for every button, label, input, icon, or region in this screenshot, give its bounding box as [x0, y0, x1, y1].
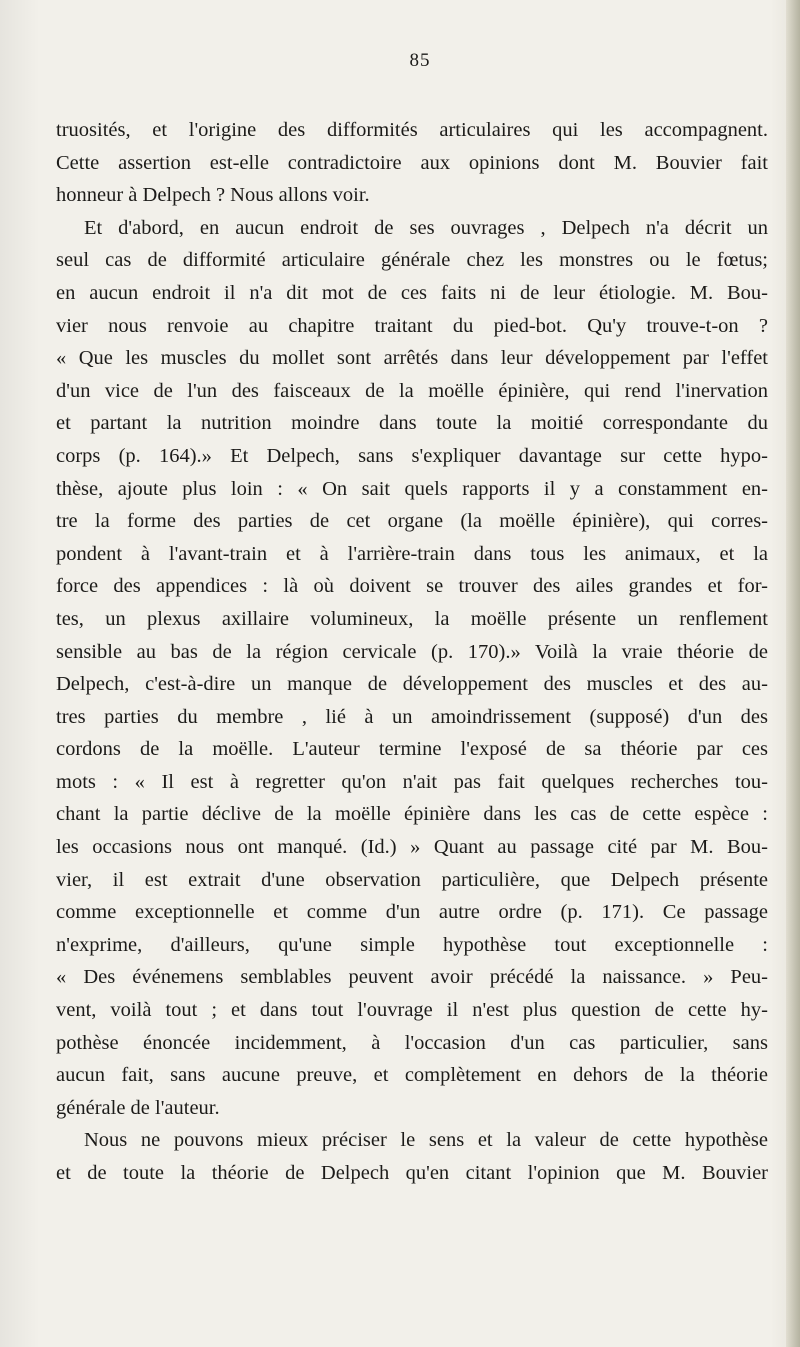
text-line: tes, un plexus axillaire volumineux, la moëlle présente un renflement — [56, 607, 768, 630]
page-edge-shadow — [786, 0, 800, 1347]
text-line: vier nous renvoie au chapitre traitant du pied-bot. Qu'y trouve-t-on ? — [56, 314, 768, 337]
text-line: Cette assertion est-elle contradictoire aux opinions dont M. Bouvier fait — [56, 151, 768, 174]
text-line: « Que les muscles du mollet sont arrêtés dans leur développement par l'effet — [56, 347, 768, 370]
text-line: aucun fait, sans aucune preuve, et complètement en dehors de la théorie — [56, 1064, 768, 1087]
text-line: et partant la nutrition moindre dans toute la moitié correspondante du — [56, 412, 768, 435]
text-line: n'exprime, d'ailleurs, qu'une simple hypothèse tout exceptionnelle : — [56, 933, 768, 956]
body-text — [56, 114, 768, 1190]
page-number: 85 — [409, 50, 431, 71]
text-line: tre la forme des parties de cet organe (la moëlle épinière), qui corres- — [56, 510, 768, 533]
text-line: mots : « Il est à regretter qu'on n'ait pas fait quelques recherches tou- — [56, 770, 768, 793]
text-line: vier, il est extrait d'une observation particulière, que Delpech présente — [56, 868, 768, 891]
text-line: et de toute la théorie de Delpech qu'en citant l'opinion que M. Bouvier — [56, 1162, 768, 1184]
text-line: cordons de la moëlle. L'auteur termine l'exposé de sa théorie par ces — [56, 738, 768, 761]
text-line: tres parties du membre , lié à un amoindrissement (supposé) d'un des — [56, 705, 768, 728]
text-line: Nous ne pouvons mieux préciser le sens et la valeur de cette hypothèse — [84, 1129, 768, 1152]
text-line: vent, voilà tout ; et dans tout l'ouvrage il n'est plus question de cette hy- — [56, 999, 768, 1022]
text-line: Delpech, c'est-à-dire un manque de développement des muscles et des au- — [56, 673, 768, 696]
text-line: thèse, ajoute plus loin : « On sait quels rapports il y a constamment en- — [56, 477, 768, 500]
text-line: force des appendices : là où doivent se trouver des ailes grandes et for- — [56, 575, 768, 598]
text-line: pothèse énoncée incidemment, à l'occasion d'un cas particulier, sans — [56, 1031, 768, 1054]
text-line: pondent à l'avant-train et à l'arrière-train dans tous les animaux, et la — [56, 542, 768, 565]
text-line: honneur à Delpech ? Nous allons voir. — [56, 184, 370, 207]
text-line: chant la partie déclive de la moëlle épinière dans les cas de cette espèce : — [56, 803, 768, 826]
text-line: truosités, et l'origine des difformités articulaires qui les accompagnent. — [56, 119, 768, 141]
text-line: seul cas de difformité articulaire générale chez les monstres ou le fœtus; — [56, 249, 768, 272]
text-line: Et d'abord, en aucun endroit de ses ouvrages , Delpech n'a décrit un — [84, 216, 768, 239]
text-line: « Des événemens semblables peuvent avoir précédé la naissance. » Peu- — [56, 966, 768, 989]
text-line: en aucun endroit il n'a dit mot de ces faits ni de leur étiologie. M. Bou- — [56, 281, 768, 304]
text-line: les occasions nous ont manqué. (Id.) » Quant au passage cité par M. Bou- — [56, 836, 768, 859]
text-line: d'un vice de l'un des faisceaux de la moëlle épinière, qui rend l'inervation — [56, 379, 768, 402]
text-line: sensible au bas de la région cervicale (p. 170).» Voilà la vraie théorie de — [56, 640, 768, 663]
text-line: corps (p. 164).» Et Delpech, sans s'expliquer davantage sur cette hypo- — [56, 444, 768, 467]
text-line: générale de l'auteur. — [56, 1096, 220, 1119]
text-line: comme exceptionnelle et comme d'un autre ordre (p. 171). Ce passage — [56, 901, 768, 924]
